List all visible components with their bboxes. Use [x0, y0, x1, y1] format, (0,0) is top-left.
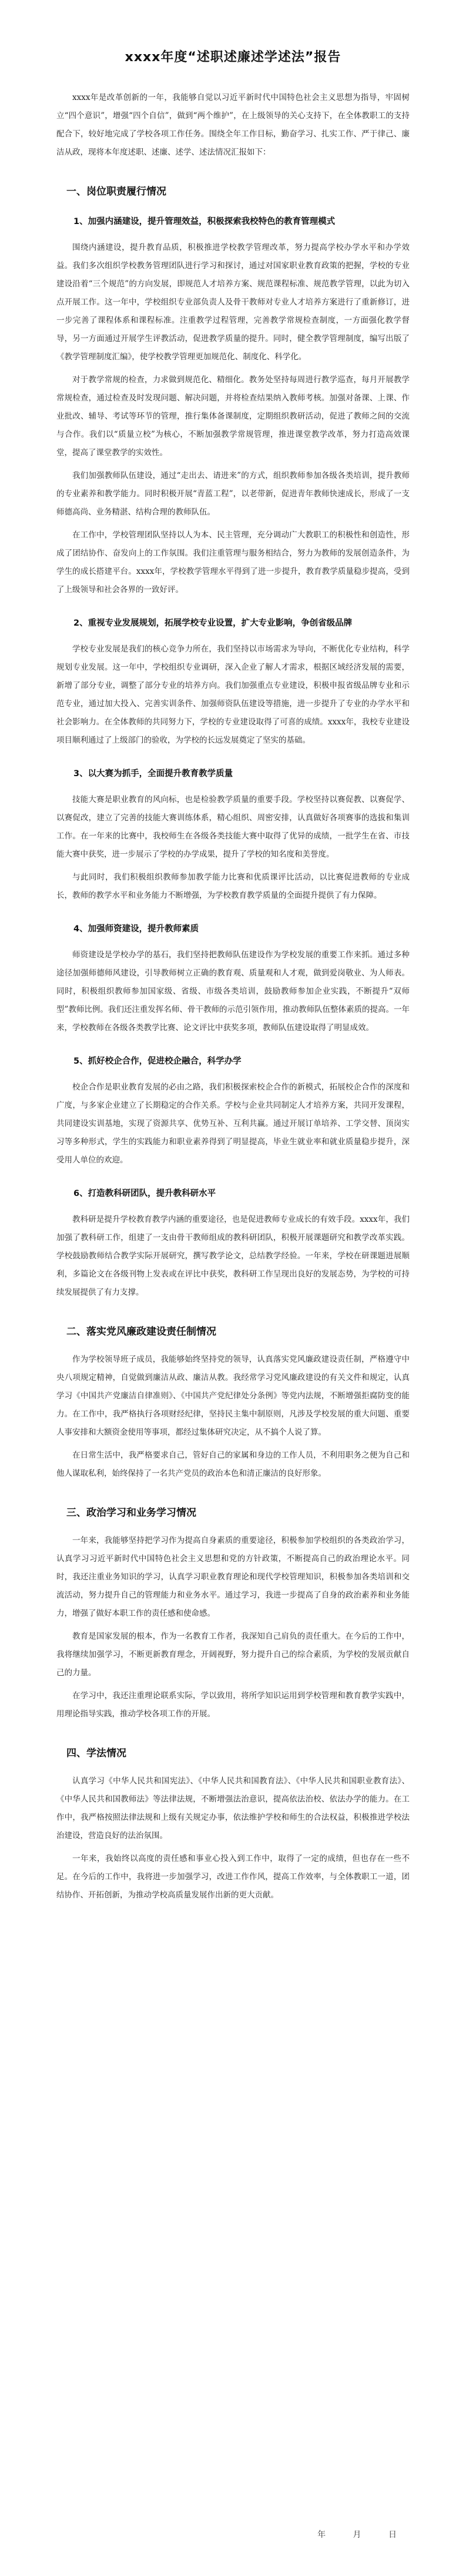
signature-day: 日	[388, 2530, 397, 2540]
section-heading: 三、政治学习和业务学习情况	[66, 1507, 196, 1519]
body-paragraph: 校企合作是职业教育发展的必由之路，我们积极探索校企合作的新模式，拓展校企合作的深度和广度，与多家企业建立了长期稳定的合作关系。学校与企业共同制定人才培养方案，共同开发课程，共同建设实训基地，实现了资源共享、优势互补、互利共赢。通过开展订单培养、工学交替、顶岗实习等多种形式，学生的实践能力和职业素养得到了明显提高，毕业生就业率和就业质量稳步提升，深受用人单位的欢迎。	[56, 1082, 410, 1165]
report-sections	[56, 183, 410, 1905]
body-paragraph: 教科研是提升学校教育教学内涵的重要途径，也是促进教师专业成长的有效手段。xxxx年，我们加强了教科研工作，组建了一支由骨干教师组成的教科研团队，积极开展课题研究和教学改革实践。学校鼓励教师结合教学实际开展研究，撰写教学论文，总结教学经验。一年来，学校在研课题进展顺利，多篇论文在各级刊物上发表或在评比中获奖，教科研工作呈现出良好的发展态势，为学校的可持续发展提供了有力支撑。	[56, 1215, 410, 1297]
report-title: xxxx年度“述职述廉述学述法”报告	[125, 50, 341, 65]
body-paragraph: 一年来，我始终以高度的责任感和事业心投入到工作中，取得了一定的成绩，但也存在一些不足。在今后的工作中，我将进一步加强学习，改进工作作风，提高工作效率，与全体教职工一道，团结协作、开拓创新，为推动学校高质量发展作出新的更大贡献。	[56, 1854, 410, 1900]
body-paragraph: 在学习中，我还注重理论联系实际，学以致用，将所学知识运用到学校管理和教育教学实践中，用理论指导实践，推动学校各项工作的开展。	[56, 1691, 410, 1719]
signature-year: 年	[317, 2530, 326, 2540]
body-paragraph: 教育是国家发展的根本，作为一名教育工作者，我深知自己肩负的责任重大。在今后的工作中，我将继续加强学习，不断更新教育理念，开阔视野，努力提升自己的综合素质，为学校的发展贡献自己的力量。	[56, 1632, 410, 1678]
body-paragraph: 对于教学常规的检查，力求做到规范化、精细化。教务处坚持每周进行教学巡查，每月开展教学常规检查，通过检查及时发现问题、解决问题，并将检查结果纳入教师考核。加强对备课、上课、作业批改、辅导、考试等环节的管理，推行集体备课制度，定期组织教研活动，促进了教师之间的交流与合作。我们以“质量立校”为核心，不断加强教学常规管理，推进课堂教学改革，努力打造高效课堂，提高了课堂教学的实效性。	[56, 375, 410, 457]
subsection-heading: 6、打造教科研团队，提升教科研水平	[73, 1189, 216, 1198]
intro-paragraph: xxxx年是改革创新的一年，我能够自觉以习近平新时代中国特色社会主义思想为指导，牢固树立“四个意识”，增强“四个自信”，做到“两个维护”，在上级领导的关心支持下，在全体教职工的支持配合下，较好地完成了学校各项工作任务。围绕全年工作目标，勤奋学习、扎实工作、严于律己、廉洁从政，现将本年度述职、述廉、述学、述法情况汇报如下：	[56, 93, 410, 157]
body-paragraph: 在工作中，学校管理团队坚持以人为本、民主管理，充分调动广大教职工的积极性和创造性，形成了团结协作、奋发向上的工作氛围。我们注重管理与服务相结合，努力为教师的发展创造条件，为学生的成长搭建平台。xxxx年，学校教学管理水平得到了进一步提升，教育教学质量稳步提高，受到了上级领导和社会各界的一致好评。	[56, 530, 410, 594]
body-paragraph: 与此同时，我们积极组织教师参加教学能力比赛和优质课评比活动，以比赛促进教师的专业成长，教师的教学水平和业务能力不断增强，为学校教育教学质量的全面提升提供了有力保障。	[56, 873, 410, 900]
body-paragraph: 技能大赛是职业教育的风向标，也是检验教学质量的重要手段。学校坚持以赛促教、以赛促学、以赛促改，建立了完善的技能大赛训练体系，精心组织、周密安排，认真做好各项赛事的选拔和集训工作。在一年来的比赛中，我校师生在各级各类技能大赛中取得了优异的成绩，一批学生在省、市技能大赛中获奖，进一步展示了学校的办学成果，提升了学校的知名度和美誉度。	[56, 795, 410, 859]
body-paragraph: 围绕内涵建设，提升教育品质，积极推进学校教学管理改革，努力提高学校办学水平和办学效益。我们多次组织学校教务管理团队进行学习和探讨，通过对国家职业教育政策的把握，学校的专业建设沿着“三个规范”的方向发展，即规范人才培养方案、规范课程标准、规范教学管理，以此为切入点开展工作。这一年中，学校组织专业部负责人及骨干教师对专业人才培养方案进行了重新修订，进一步完善了课程体系和课程标准。注重教学过程管理，完善教学常规检查制度，一方面强化教学督导，另一方面通过开展学生评教活动，促进教学质量的提升。同时，健全教学管理制度，编写出版了《教学管理制度汇编》，使学校教学管理更加规范化、制度化、科学化。	[56, 243, 410, 362]
section-heading: 二、落实党风廉政建设责任制情况	[66, 1326, 216, 1338]
signature-date	[293, 2528, 397, 2540]
subsection-heading: 1、加强内涵建设，提升管理效益，积极探索我校特色的教育管理模式	[73, 217, 336, 226]
body-paragraph: 一年来，我能够坚持把学习作为提高自身素质的重要途径，积极参加学校组织的各类政治学习，认真学习习近平新时代中国特色社会主义思想和党的方针政策，不断提高自己的政治理论水平。同时，我还注重业务知识的学习，认真学习职业教育理论和现代学校管理知识，积极参加各类培训和交流活动，努力提升自己的管理能力和业务水平。通过学习，我进一步提高了自身的政治素养和业务能力，增强了做好本职工作的责任感和使命感。	[56, 1536, 410, 1618]
body-paragraph: 学校专业发展是我们的核心竞争力所在，我们坚持以市场需求为导向，不断优化专业结构，科学规划专业发展。这一年中，学校组织专业调研，深入企业了解人才需求，根据区域经济发展的需要，新增了部分专业，调整了部分专业的培养方向。我们加强重点专业建设，积极申报省级品牌专业和示范专业，通过加大投入、完善实训条件、加强师资队伍建设等措施，进一步提升了专业的办学水平和社会影响力。在全体教师的共同努力下，学校的专业建设取得了可喜的成绩。xxxx年，我校专业建设项目顺利通过了上级部门的验收，为学校的长远发展奠定了坚实的基础。	[56, 644, 410, 745]
subsection-heading: 5、抓好校企合作，促进校企融合，科学办学	[73, 1057, 242, 1066]
body-paragraph: 作为学校领导班子成员，我能够始终坚持党的领导，认真落实党风廉政建设责任制，严格遵守中央八项规定精神，自觉做到廉洁从政、廉洁从教。我经常学习党风廉政建设的有关文件和规定，认真学习《中国共产党廉洁自律准则》、《中国共产党纪律处分条例》等党内法规，不断增强拒腐防变的能力。在工作中，我严格执行各项财经纪律，坚持民主集中制原则，凡涉及学校发展的重大问题、重要人事安排和大额资金使用等事项，都经过集体研究决定，从不搞个人说了算。	[56, 1355, 410, 1437]
section-heading: 一、岗位职责履行情况	[66, 186, 166, 198]
signature-month: 月	[353, 2530, 361, 2540]
body-paragraph: 我们加强教师队伍建设，通过“走出去、请进来”的方式，组织教师参加各级各类培训，提升教师的专业素养和教学能力。同时积极开展“青蓝工程”，以老带新，促进青年教师快速成长，形成了一支师德高尚、业务精湛、结构合理的教师队伍。	[56, 471, 410, 517]
subsection-heading: 3、以大赛为抓手，全面提升教育教学质量	[73, 769, 233, 779]
section-heading: 四、学法情况	[66, 1748, 126, 1759]
body-paragraph: 在日常生活中，我严格要求自己，管好自己的家属和身边的工作人员，不利用职务之便为自己和他人谋取私利，始终保持了一名共产党员的政治本色和清正廉洁的良好形象。	[56, 1451, 410, 1478]
body-paragraph: 师资建设是学校办学的基石，我们坚持把教师队伍建设作为学校发展的重要工作来抓。通过多种途径加强师德师风建设，引导教师树立正确的教育观、质量观和人才观，做到爱岗敬业、为人师表。同时，积极组织教师参加国家级、省级、市级各类培训，鼓励教师参加企业实践，不断提升“双师型”教师比例。我们还注重发挥名师、骨干教师的示范引领作用，推动教师队伍整体素质的提高。一年来，学校教师在各级各类教学比赛、论文评比中获奖多项，教师队伍建设取得了明显成效。	[56, 950, 410, 1033]
body-paragraph: 认真学习《中华人民共和国宪法》、《中华人民共和国教育法》、《中华人民共和国职业教育法》、《中华人民共和国教师法》等法律法规，不断增强法治意识，提高依法治校、依法办学的能力。在工作中，我严格按照法律法规和上级有关规定办事，依法维护学校和师生的合法权益，积极推进学校法治建设，营造良好的法治氛围。	[56, 1776, 410, 1840]
subsection-heading: 4、加强师资建设，提升教师素质	[73, 924, 199, 934]
subsection-heading: 2、重视专业发展规划，拓展学校专业设置，扩大专业影响，争创省级品牌	[73, 619, 353, 628]
